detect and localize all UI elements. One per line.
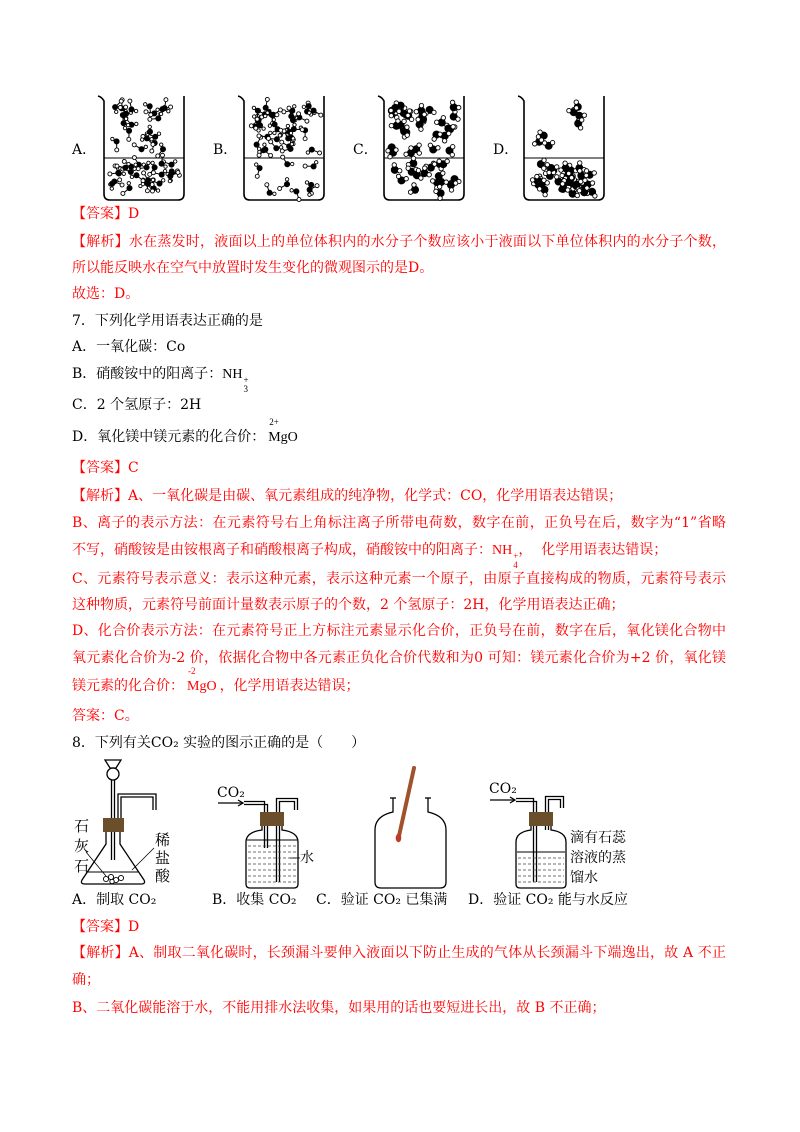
q6-analysis-line-1: 【解析】水在蒸发时，液面以上的单位体积内的水分子个数应该小于液面以下单位体积内的水分子个数， [72, 234, 726, 250]
water-molecule [408, 182, 422, 197]
water-molecule [426, 143, 441, 156]
q7-answer: 【答案】C [72, 460, 139, 476]
label-litmus-line-3: 馏水 [570, 870, 598, 886]
q7-option-b [72, 364, 249, 394]
formula-base: MgO [268, 430, 298, 445]
water-molecule [289, 126, 304, 136]
water-molecule [279, 152, 294, 169]
analysis-text: 镁元素的化合价： [72, 678, 184, 694]
q8-stem: 8．下列有关CO₂ 实验的图示正确的是（ ） [72, 735, 366, 751]
q8-caption-a: A．制取 CO₂ [72, 892, 157, 908]
beaker-a [96, 92, 188, 204]
q8-analysis-line-3: B、二氧化碳能溶于水，不能用排水法收集，如果用的话也要短进长出，故 B 不正确； [72, 1000, 606, 1016]
formula-valence: 2+ [269, 417, 279, 427]
q7-option-d-text: D．氧化镁中镁元素的化合价： [72, 429, 266, 445]
q7-analysis-b2 [72, 540, 668, 570]
q7-analysis-d3 [72, 666, 360, 696]
rubber-stopper [260, 812, 284, 826]
q7-option-b-text: B．硝酸铵中的阳离子： [72, 366, 223, 382]
rubber-stopper [529, 812, 553, 826]
gas-label-co2-b: CO₂ [217, 785, 245, 801]
water-molecule [263, 181, 276, 198]
formula-base: NH [222, 367, 243, 382]
formula-base: NH [492, 543, 513, 558]
water-molecule [303, 160, 318, 169]
burning-wood-stick [399, 768, 414, 836]
formula-valence: -2 [188, 666, 196, 676]
formula-sup: + [513, 551, 519, 561]
gas-label-co2-d: CO₂ [489, 781, 517, 797]
beaker-label-b: B． [213, 142, 238, 158]
q6-answer: 【答案】D [72, 206, 140, 222]
water-molecule [118, 181, 135, 197]
beaker-b [236, 92, 328, 204]
beaker-label-d: D． [493, 142, 519, 158]
water-molecule [251, 162, 264, 179]
litmus-water [518, 858, 564, 882]
label-pointer-acid [132, 848, 154, 870]
q7-analysis-b1: B、离子的表示方法：在元素符号右上角标注离子所带电荷数，数字在前，正负号在后，数字为“1”省略 [72, 515, 726, 531]
nh4-cation-formula [492, 541, 518, 570]
q8-caption-d: D．验证 CO₂ 能与水反应 [468, 892, 628, 908]
inlet-tube [516, 799, 537, 883]
beaker-c [376, 92, 468, 204]
analysis-text: 不写，硝酸铵是由铵根离子和硝酸根离子构成，硝酸铵中的阳离子： [72, 542, 492, 558]
q7-option-c: C．2 个氢原子：2H [72, 397, 202, 413]
beaker-d [516, 92, 608, 204]
label-dilute-hcl: 稀盐酸 [153, 832, 171, 886]
funnel-cup [105, 760, 121, 768]
water-molecule [123, 126, 132, 141]
formula-sub: 3 [243, 384, 249, 394]
q7-option-d [72, 417, 301, 447]
water [248, 846, 296, 882]
beaker-label-a: A． [72, 142, 97, 158]
q7-analysis-a: 【解析】A、一氧化碳是由碳、氧元素组成的纯净物，化学式：CO，化学用语表达错误； [72, 488, 623, 504]
q8-caption-c: C．验证 CO₂ 已集满 [316, 892, 448, 908]
q7-final-answer: 答案：C。 [72, 708, 139, 724]
water-molecule [542, 140, 555, 150]
q6-conclusion: 故选：D。 [72, 286, 140, 302]
mgo-valence-formula [187, 666, 217, 697]
beaker-label-c: C． [353, 142, 378, 158]
formula-sup: + [243, 375, 249, 385]
q7-stem: 7．下列化学用语表达正确的是 [72, 313, 263, 329]
bottle-body [516, 826, 566, 888]
apparatus-b-gas-bottle [212, 786, 312, 892]
q7-analysis-d1: D、化合价表示方法：在元素符号正上方标注元素显示化合价，正负号在前，数字在后，氧化镁化合物中 [72, 623, 726, 639]
funnel-bulb [107, 768, 119, 780]
label-litmus-line-1: 滴有石蕊 [570, 830, 626, 846]
mgo-valence-formula [268, 417, 298, 448]
bottle-body [246, 826, 298, 888]
formula-base: MgO [187, 679, 217, 694]
water-molecule [445, 144, 455, 157]
q6-analysis-line-2: 所以能反映水在空气中放置时发生变化的微观图示的是D。 [72, 260, 434, 276]
q7-analysis-d2: 氧元素化合价为-2 价，依据化合物中各元素正负化合价代数和为0 可知：镁元素化合价为+2 价，氧化镁 [72, 650, 726, 666]
q8-answer: 【答案】D [72, 919, 140, 935]
label-limestone: 石灰石 [72, 818, 90, 878]
apparatus-c-bottle [368, 762, 454, 890]
q8-analysis-line-2: 确； [72, 972, 100, 988]
water-molecule [111, 137, 120, 152]
q7-analysis-c1: C、元素符号表示意义：表示这种元素，表示这种元素一个原子，由原子直接构成的物质，元素符号表示 [72, 571, 726, 587]
q7-option-a: A．一氧化碳：Co [72, 339, 186, 355]
apparatus-d-gas-bottle [488, 786, 572, 892]
label-litmus-line-2: 溶液的蒸 [570, 850, 626, 866]
bottle-body [375, 798, 446, 888]
nh3-cation-formula [222, 365, 248, 394]
flame-icon [396, 834, 402, 842]
water-molecule [394, 174, 409, 186]
label-water: 水 [300, 850, 314, 866]
analysis-text: ，化学用语表达错误； [219, 678, 360, 694]
q8-analysis-line-1: 【解析】A、制取二氧化碳时，长颈漏斗要伸入液面以下防止生成的气体从长颈漏斗下端逸出，故 A 不正 [72, 945, 726, 961]
formula-sub: 4 [513, 560, 518, 570]
q7-analysis-c2: 这种物质，元素符号前面计量数表示原子的个数，2 个氢原子：2H，化学用语表达正确； [72, 597, 625, 613]
water-molecule [306, 145, 323, 159]
rubber-stopper [103, 818, 124, 832]
limestone-pieces [103, 874, 123, 883]
analysis-text: ， 化学用语表达错误； [518, 542, 668, 558]
q8-caption-b: B．收集 CO₂ [212, 892, 297, 908]
